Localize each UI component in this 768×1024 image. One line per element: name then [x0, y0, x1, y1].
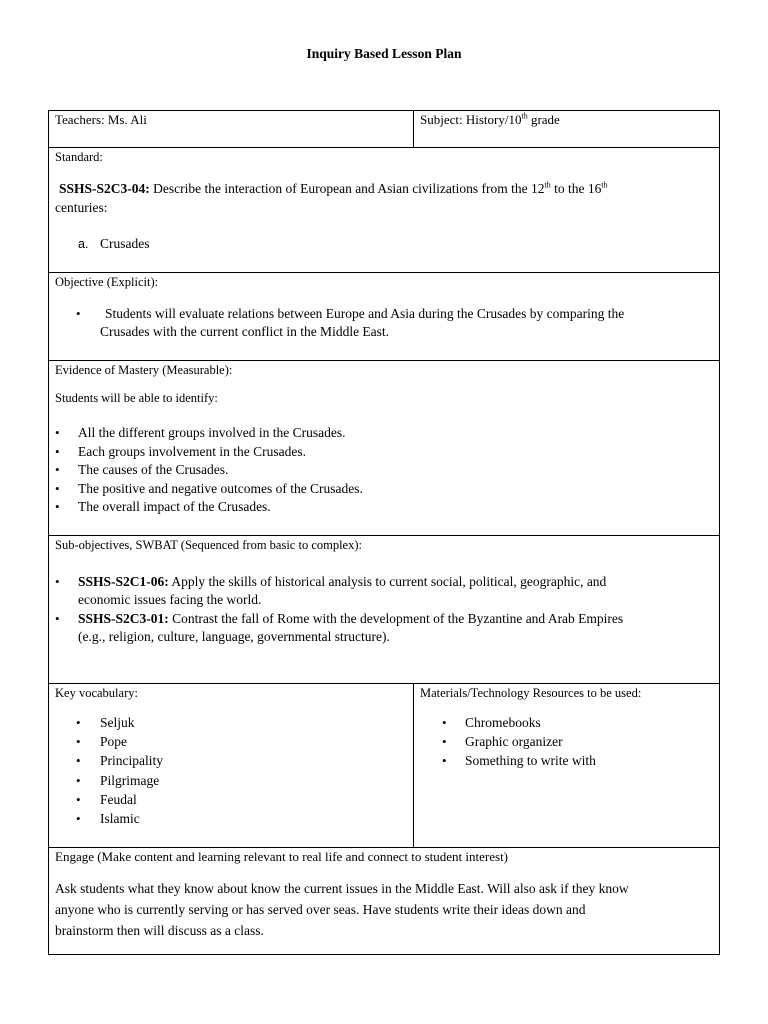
bullet-icon: •	[76, 715, 81, 730]
standard-label: Standard:	[55, 150, 103, 164]
vocabulary-item-4: Pilgrimage	[100, 772, 160, 788]
subobjective-1-text: Apply the skills of historical analysis to current social, political, geographic, and	[168, 574, 607, 589]
subobjective-1-code: SSHS-S2C1-06:	[78, 574, 169, 589]
materials-item-1: Chromebooks	[465, 715, 541, 730]
subobjective-1-line-1	[78, 574, 606, 590]
evidence-item-1: All the different groups involved in the Crusades.	[78, 425, 346, 440]
evidence-item-3: The causes of the Crusades.	[78, 462, 229, 477]
engage-line-3: brainstorm then will discuss as a class.	[55, 923, 264, 938]
objective-line-2: Crusades with the current conflict in the Middle East.	[100, 324, 390, 339]
objective-line-1: Students will evaluate relations between Europe and Asia during the Crusades by comparing the	[105, 306, 625, 321]
teachers-label: Teachers: Ms. Ali	[55, 112, 147, 127]
subobjective-2-text: Contrast the fall of Rome with the development of the Byzantine and Arab Empires	[168, 611, 624, 626]
vocabulary-item-3: Principality	[100, 753, 163, 769]
bullet-icon: •	[76, 791, 81, 807]
objective-label: Objective (Explicit):	[55, 275, 159, 289]
evidence-cell	[49, 361, 719, 535]
evidence-intro: Students will be able to identify:	[55, 391, 218, 405]
subject-text: Subject: History/10	[420, 112, 522, 127]
bullet-icon: •	[76, 772, 81, 788]
bullet-icon: •	[442, 734, 447, 750]
vocabulary-cell	[49, 684, 414, 847]
materials-item-3: Something to write with	[465, 753, 596, 769]
bullet-icon: •	[55, 574, 60, 589]
bullet-icon: •	[442, 753, 447, 769]
header-row	[49, 111, 719, 148]
page-title: Inquiry Based Lesson Plan	[306, 46, 462, 61]
vocabulary-item-2: Pope	[100, 734, 127, 750]
subject-sup: th	[521, 111, 528, 121]
subobjectives-row	[49, 536, 719, 684]
subobjective-2-line-2: (e.g., religion, culture, language, governmental structure).	[78, 629, 390, 644]
standard-sup-b: th	[601, 180, 608, 190]
engage-cell	[49, 848, 719, 954]
bullet-icon: •	[76, 734, 81, 750]
standard-item: Crusades	[100, 236, 150, 251]
standard-text-b: to the 16	[550, 181, 602, 196]
standard-code: SSHS-S2C3-04:	[59, 181, 150, 196]
engage-line-2: anyone who is currently serving or has served over seas. Have students write their ideas down and	[55, 902, 586, 917]
evidence-label: Evidence of Mastery (Measurable):	[55, 363, 233, 377]
standard-row	[49, 148, 719, 273]
bullet-icon: •	[55, 611, 60, 626]
standard-line-2: centuries:	[55, 200, 108, 215]
vocabulary-item-5: Feudal	[100, 791, 137, 807]
subobjectives-label: Sub-objectives, SWBAT (Sequenced from basic to complex):	[55, 538, 362, 552]
subobjectives-cell	[49, 536, 719, 683]
vocabulary-item-1: Seljuk	[100, 715, 135, 730]
objective-row	[49, 273, 719, 361]
subobjective-1-line-2: economic issues facing the world.	[78, 592, 262, 607]
bullet-icon: •	[76, 306, 81, 321]
bullet-icon: •	[55, 462, 60, 477]
vocab-materials-row	[49, 684, 719, 848]
bullet-icon: •	[76, 811, 81, 826]
subject-label	[420, 112, 560, 128]
vocabulary-label: Key vocabulary:	[55, 686, 138, 700]
bullet-icon: •	[55, 499, 60, 514]
engage-label: Engage (Make content and learning relevant to real life and connect to student interest)	[55, 849, 509, 864]
evidence-item-5: The overall impact of the Crusades.	[78, 499, 271, 514]
standard-text-a: Describe the interaction of European and Asian civilizations from the 12	[149, 181, 545, 196]
vocabulary-item-6: Islamic	[100, 811, 140, 826]
bullet-icon: •	[55, 480, 60, 496]
materials-item-2: Graphic organizer	[465, 734, 563, 750]
teachers-cell	[49, 111, 414, 147]
standard-line-1	[59, 181, 608, 197]
bullet-icon: •	[55, 425, 60, 440]
standard-sup-a: th	[544, 180, 551, 190]
bullet-icon: •	[55, 443, 60, 459]
subject-grade: grade	[527, 112, 560, 127]
engage-row	[49, 848, 719, 954]
standard-cell	[49, 148, 719, 272]
evidence-item-2: Each groups involvement in the Crusades.	[78, 443, 306, 459]
materials-cell	[414, 684, 719, 847]
subject-cell	[414, 111, 719, 147]
materials-label: Materials/Technology Resources to be used:	[420, 686, 642, 700]
list-marker: a.	[78, 237, 89, 251]
evidence-item-4: The positive and negative outcomes of the Crusades.	[78, 480, 363, 496]
bullet-icon: •	[442, 715, 447, 730]
lesson-plan-table	[48, 110, 720, 955]
engage-line-1: Ask students what they know about know the current issues in the Middle East. Will also ask if they know	[55, 881, 629, 896]
evidence-row	[49, 361, 719, 536]
subobjective-2-line-1	[78, 611, 623, 627]
subobjective-2-code: SSHS-S2C3-01:	[78, 611, 169, 626]
bullet-icon: •	[76, 753, 81, 769]
objective-cell	[49, 273, 719, 360]
